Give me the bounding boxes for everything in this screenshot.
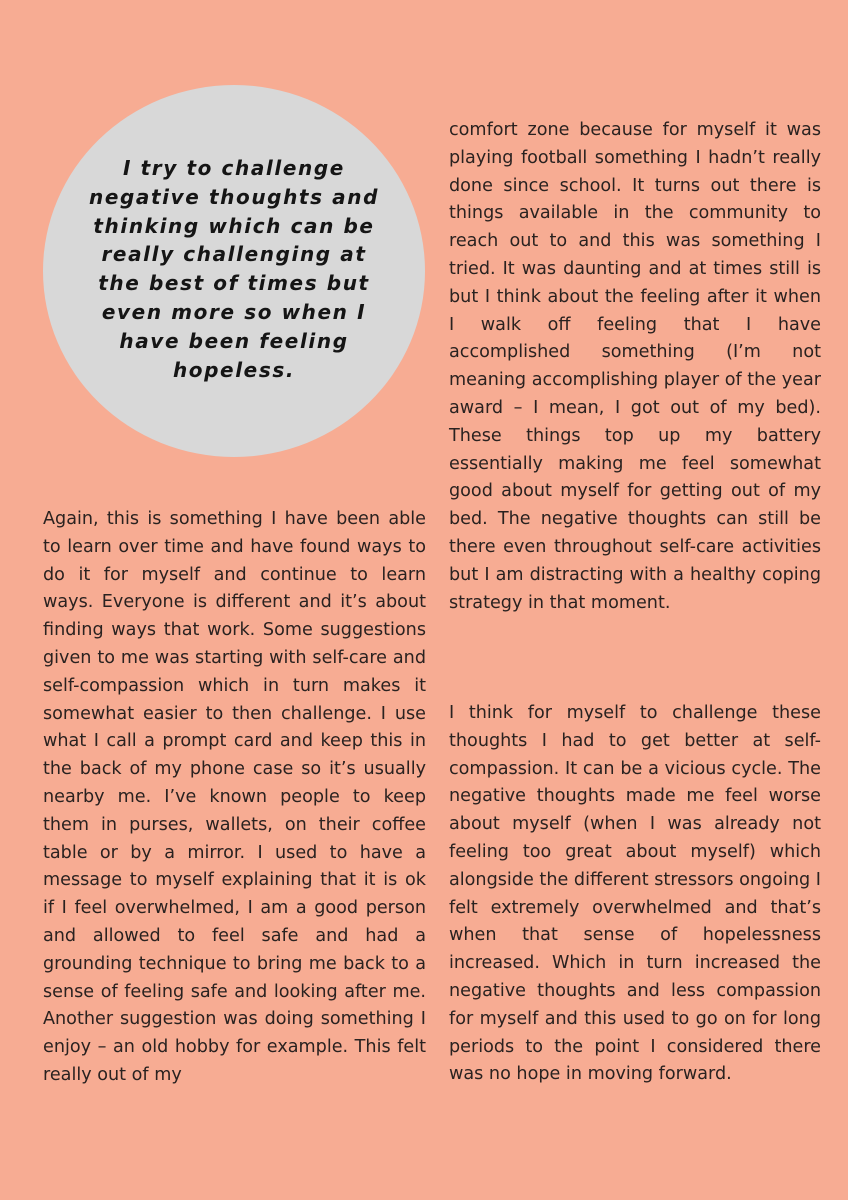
right-column-paragraph-1: comfort zone because for myself it was playing football something I hadn’t really done since school. It turns out there is things available in the community to reach out to and this was something I tried. It was daunting and at times still is but I think about the feeling after it when I walk off feeling that I have accomplished something (I’m not meaning accomplishing player of the year award – I mean, I got out of my bed). These things top up my battery essentially making me feel somewhat good about myself for getting out of my bed. The negative thoughts can still be there even throughout self-care activities but I am distracting with a healthy coping strategy in that moment. [449, 120, 821, 613]
pull-quote: I try to challenge negative thoughts and thinking which can be really challenging at the best of times but even more so when I have been feeling hopeless. [88, 156, 379, 382]
right-column-paragraph-2: I think for myself to challenge these thoughts I had to get better at self-compassion. It can be a vicious cycle. The negative thoughts made me feel worse about myself (when I was already not feeling too great about myself) which alongside the different stressors ongoing I felt extremely overwhelmed and that’s when that sense of hopelessness increased. Which in turn increased the negative thoughts and less compassion for myself and this used to go on for long periods to the point I considered there was no hope in moving forward. [449, 703, 821, 1085]
left-column-text: Again, this is something I have been able to learn over time and have found ways to do it for myself and continue to learn ways. Everyone is different and it’s about finding ways that work. Some suggestions given to me was starting with self-care and self-compassion which in turn makes it somewhat easier to then challenge. I use what I call a prompt card and keep this in the back of my phone case so it’s usually nearby me. I’ve known people to keep them in purses, wallets, on their coffee table or by a mirror. I used to have a message to myself explaining that it is ok if I feel overwhelmed, I am a good person and allowed to feel safe and had a grounding technique to bring me back to a sense of feeling safe and looking after me. Another suggestion was doing something I enjoy – an old hobby for example. This felt really out of my [43, 509, 426, 1085]
